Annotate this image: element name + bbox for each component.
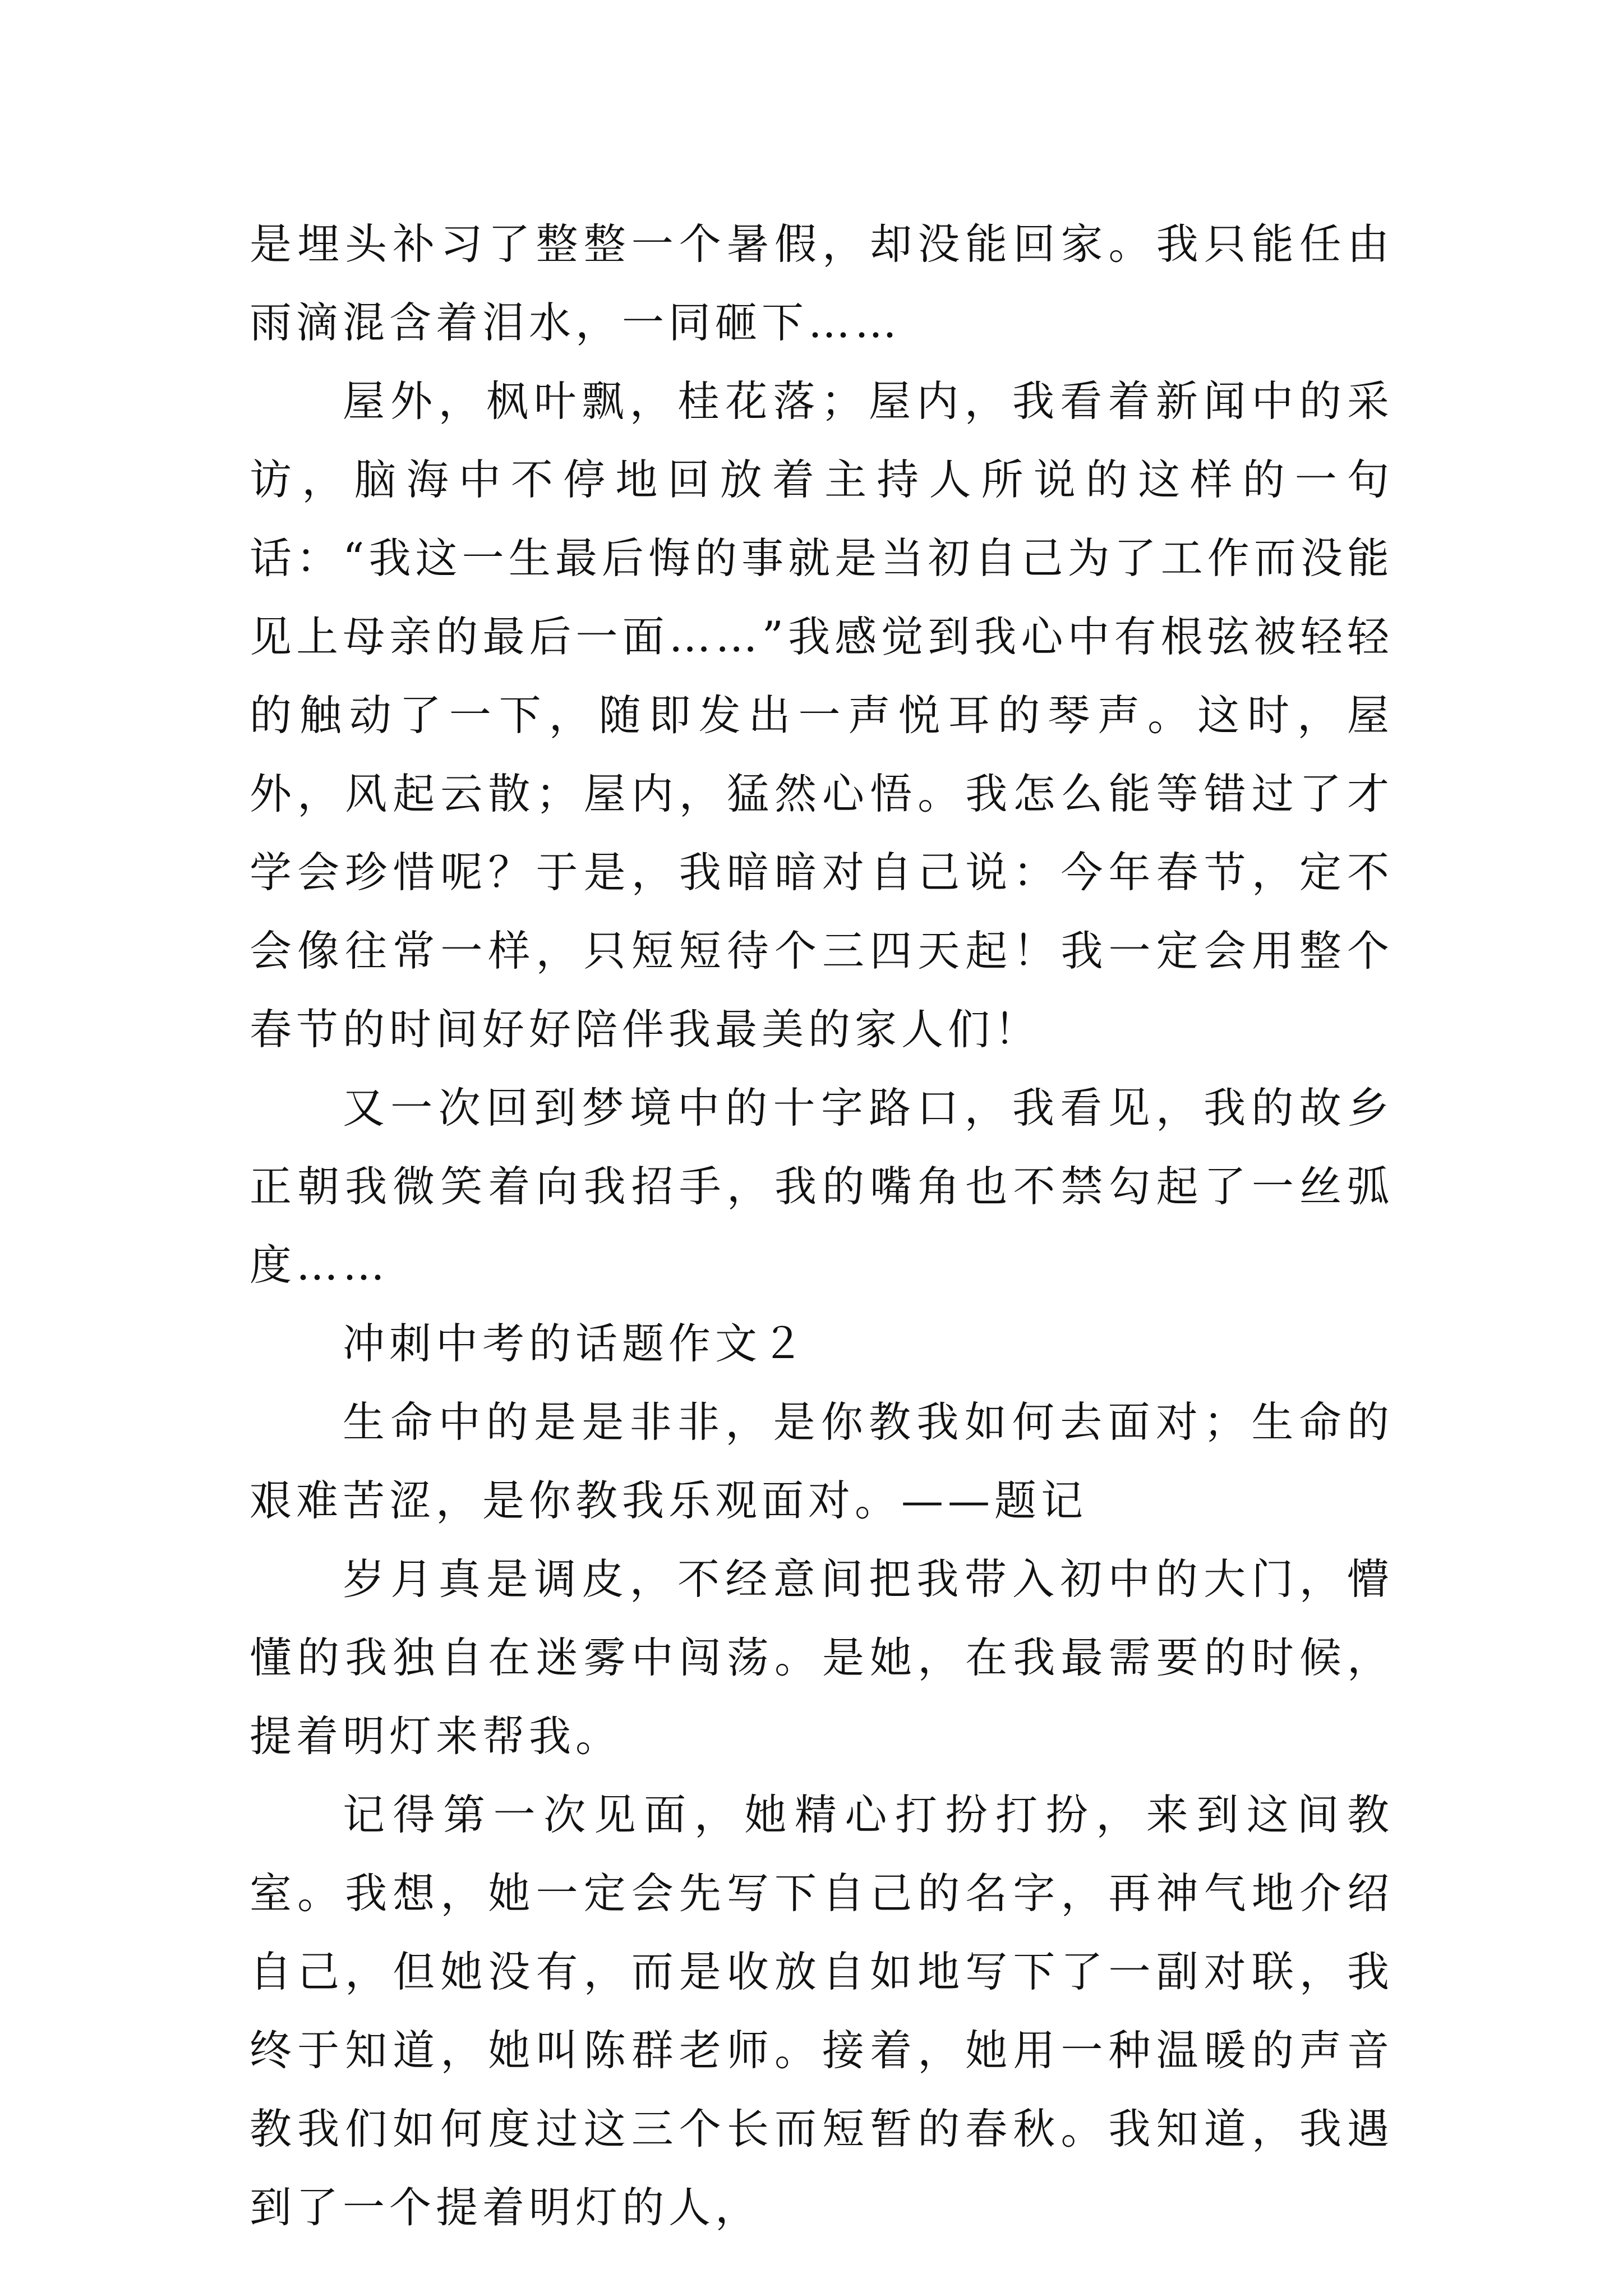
paragraph-1: 是埋头补习了整整一个暑假，却没能回家。我只能任由雨滴混含着泪水，一同砸下…… bbox=[250, 219, 1394, 347]
paragraph-4: 生命中的是是非非，是你教我如何去面对；生命的艰难苦涩，是你教我乐观面对。——题记 bbox=[250, 1397, 1394, 1525]
paragraph-6: 记得第一次见面，她精心打扮打扮，来到这间教室。我想，她一定会先写下自己的名字，再神气地介绍自己，但她没有，而是收放自如地写下了一副对联，我终于知道，她叫陈群老师。接着，她用一种温暖的声音教我们如何度过这三个长而短暂的春秋。我知道，我遇到了一个提着明灯的人， bbox=[250, 1790, 1394, 2232]
paragraph-5: 岁月真是调皮，不经意间把我带入初中的大门，懵懂的我独自在迷雾中闯荡。是她，在我最需要的时候，提着明灯来帮我。 bbox=[250, 1554, 1394, 1761]
section-title: 冲刺中考的话题作文２ bbox=[343, 1319, 809, 1368]
paragraph-3: 又一次回到梦境中的十字路口，我看见，我的故乡正朝我微笑着向我招手，我的嘴角也不禁勾起了一丝弧度…… bbox=[250, 1083, 1394, 1290]
paragraph-2: 屋外，枫叶飘，桂花落；屋内，我看着新闻中的采访，脑海中不停地回放着主持人所说的这样的一句话：“我这一生最后悔的事就是当初自己为了工作而没能见上母亲的最后一面……”我感觉到我心中有根弦被轻轻的触动了一下，随即发出一声悦耳的琴声。这时，屋外，风起云散；屋内，猛然心悟。我怎么能等错过了才学会珍惜呢？于是，我暗暗对自己说：今年春节，定不会像往常一样，只短短待个三四天起！我一定会用整个春节的时间好好陪伴我最美的家人们！ bbox=[250, 376, 1394, 1054]
body-text bbox=[250, 205, 1394, 2247]
